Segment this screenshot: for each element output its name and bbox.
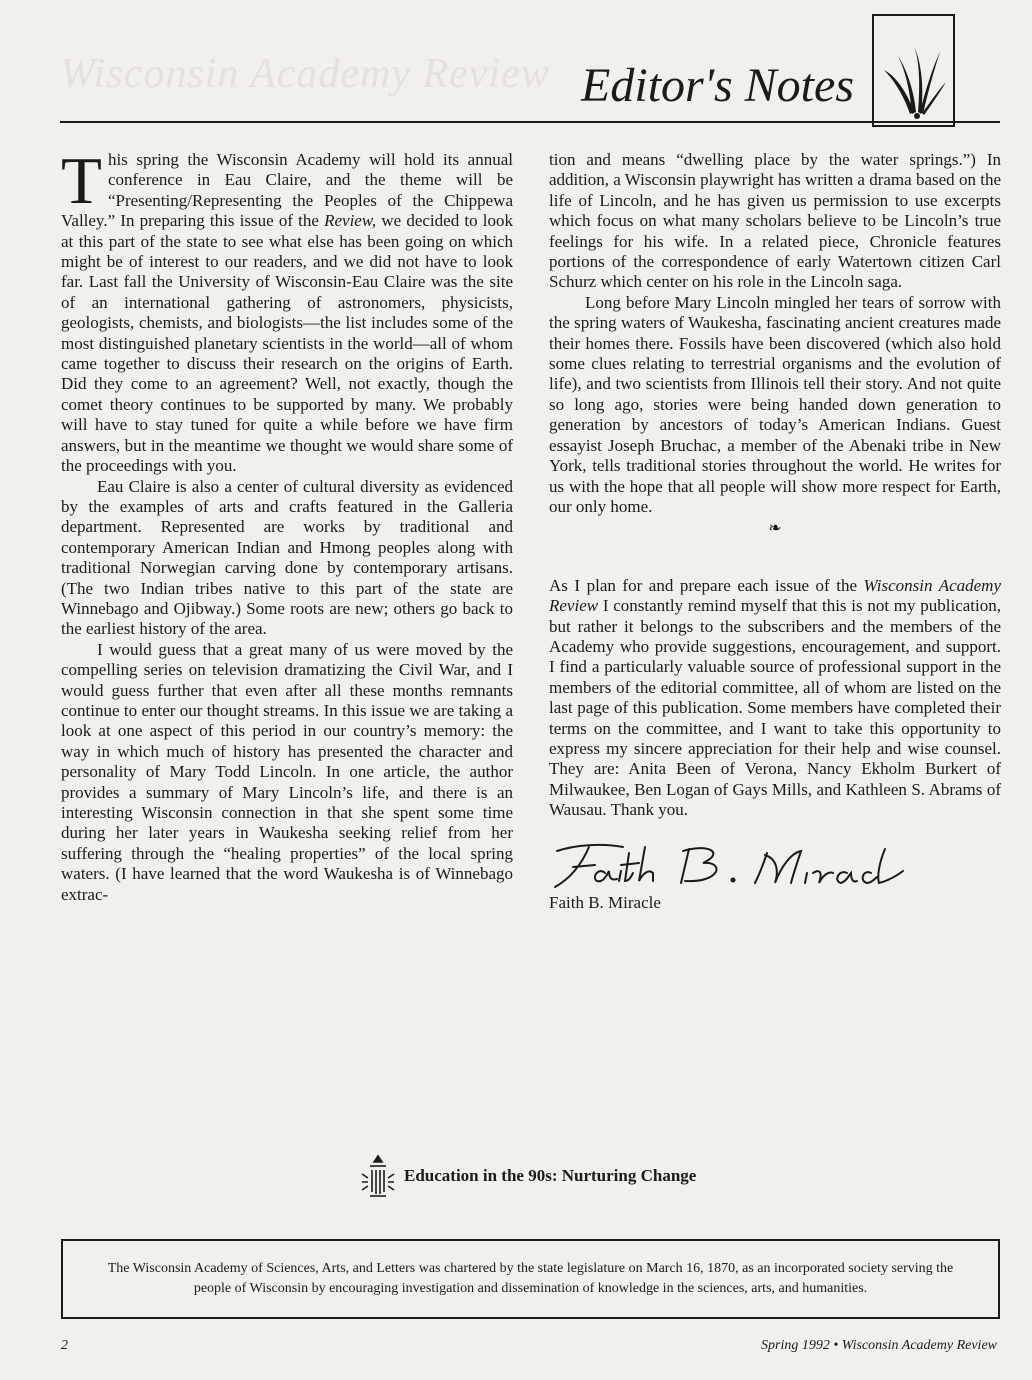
paragraph-civil-war: I would guess that a great many of us were moved by the compelling series on television dramatizing the Civil War, and I would guess further that even after all these months remnants continue to enter our thought streams. In this issue we are taking a look at one aspect of this period in our country’s memory: the way in which much of history has presented the character and personality of Mary Todd Lincoln. In one article, the author provides a summary of Mary Lincoln’s life, and there is an interesting Wisconsin connection in that she spent some time during her later years in Waukesha seeking relief from her suffering through the “healing properties” of the local spring waters. (I have learned that the word Waukesha is of Winnebago extrac- — [61, 639, 513, 904]
review-title: Wisconsin Academy Review — [549, 575, 1001, 616]
page-title: Editor's Notes — [581, 59, 854, 112]
mission-statement: The Wisconsin Academy of Sciences, Arts, and Letters was chartered by the state legislature on March 16, 1870, as an incorporated society serving the people of Wisconsin by encouraging investigation and dissemination of knowledge in the sciences, arts, and humanities. — [107, 1261, 954, 1296]
section-logo — [872, 14, 955, 127]
page-number: 2 — [61, 1338, 68, 1353]
paragraph-intro — [61, 144, 513, 477]
show-through-masthead: Wisconsin Academy Review — [60, 51, 550, 97]
left-column — [61, 144, 513, 905]
paragraph-lincoln: tion and means “dwelling place by the water springs.”) In addition, a Wisconsin playwright has written a drama based on the life of Lincoln, and he has given us permission to use excerpts which focus on what many scholars believe to be Lincoln’s true feelings for his wife. In a related piece, Chronicle features portions of the correspondence of early Watertown citizen Carl Schurz which center on his role in the Lincoln saga. — [549, 150, 1001, 292]
running-footer: Spring 1992 • Wisconsin Academy Review — [761, 1338, 997, 1353]
signature-image — [549, 837, 909, 891]
paragraph-closing: As I plan for and prepare each issue of the Wisconsin Academy Review I constantly remind myself that this is not my publication, but rather it belongs to the subscribers and the members of the Academy who provide suggestions, encouragement, and support. I find a particularly valuable source of professional support in the members of the editorial committee, all of whom are listed on the last page of this publication. Some members have completed their terms on the committee, and I want to take this opportunity to express my sincere appreciation for their help and wise counsel. They are: Anita Been of Verona, Nancy Ekholm Burkert of Milwaukee, Ben Logan of Gays Mills, and Kathleen S. Abrams of Wausau. Thank you. — [549, 575, 1001, 820]
paragraph-text: his spring the Wisconsin Academy will hold its annual conference in Eau Claire, and the theme will be “Presenting/Representing the Peoples of the Chippewa Valley.” In preparing this issue of the Review, we decided to look at this part of the state to see what else has been going on which might be of interest to our readers, and we did not have to look far. Last fall the University of Wisconsin-Eau Claire was the site of an international gathering of astronomers, physicists, geologists, chemists, and biologists—the list includes some of the most distinguished planetary scientists in the world—all of whom came together to discuss their research on the origins of Earth. Did they come to an agreement? Well, not exactly, though the comet theory continues to be supported by many. We probably will have to stay tuned for quite a while before we have firm answers, but in the meantime we thought we would share some of the proceedings with you. — [61, 150, 513, 476]
tagline-text: Education in the 90s: Nurturing Change — [404, 1166, 697, 1185]
header-rule — [60, 121, 1000, 123]
paragraph-fossils: Long before Mary Lincoln mingled her tears of sorrow with the spring waters of Waukesha, fascinating ancient creatures made their homes there. Fossils have been discovered (which also hold some clues relating to terrestrial organisms and the evolution of life), and two scientists from Illinois tell their story. And not quite so long ago, stories were being handed down generation to generation by ancestors of today’s American Indians. Guest essayist Joseph Bruchac, a member of the Abenaki tribe in New York, tells traditional stories throughout the world. He writes for us with the hope that all people will show more respect for Earth, our only home. — [549, 292, 1001, 516]
grass-sprig-icon — [874, 16, 953, 125]
right-column — [549, 150, 1001, 913]
fleuron-ornament: ❧ — [768, 520, 782, 538]
review-title-inline: Review, — [324, 211, 377, 231]
academy-emblem-icon — [360, 1152, 396, 1200]
tagline — [360, 1152, 696, 1200]
signature-name: Faith B. Miracle — [549, 892, 661, 912]
drop-cap: T — [61, 144, 102, 218]
mission-statement-box — [61, 1239, 1000, 1319]
paragraph-eau-claire: Eau Claire is also a center of cultural diversity as evidenced by the examples of arts and crafts featured in the Galleria department. Represented are works by traditional and contemporary American Indian and Hmong peoples along with traditional Norwegian carving done by contemporary artisans. (The two Indian tribes native to this part of the state are Winnebago and Ojibway.) Some roots are new; others go back to the earliest history of the area. — [61, 476, 513, 639]
